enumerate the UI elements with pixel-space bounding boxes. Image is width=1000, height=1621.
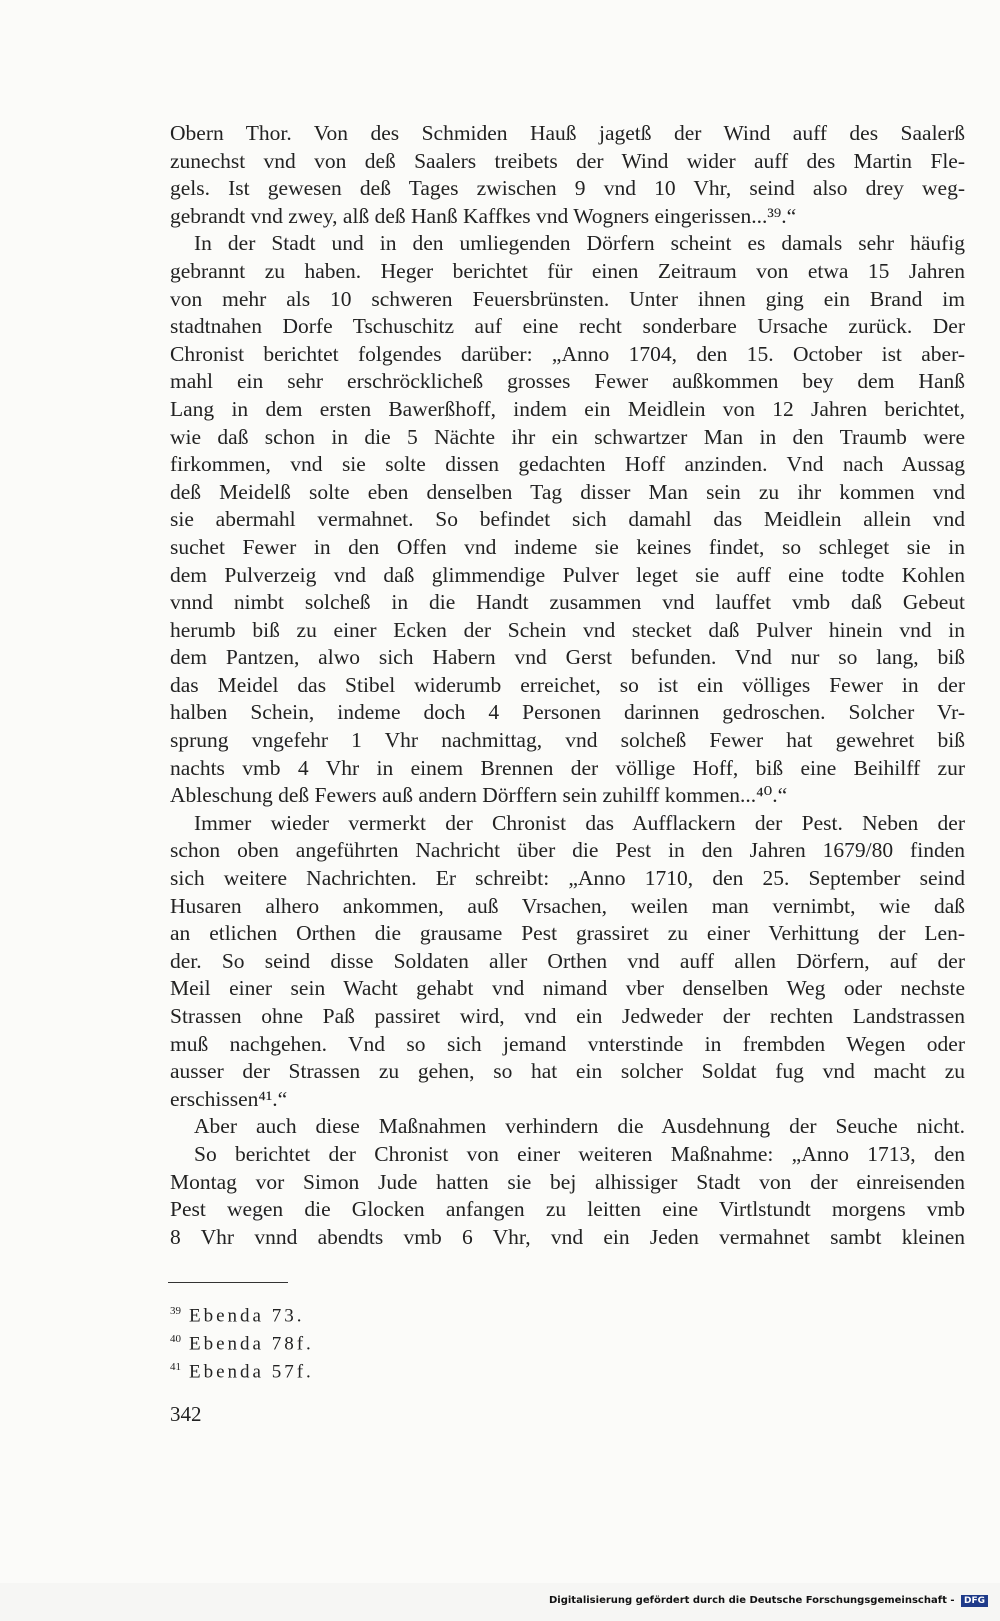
footnote-divider — [168, 1282, 288, 1283]
footnote-text: Ebenda 78f. — [189, 1333, 314, 1355]
footnotes — [170, 1300, 314, 1383]
footnote — [170, 1356, 314, 1384]
text-line: zunechst vnd von deß Saalers treibets der Wind wider auff des Martin Fle- — [170, 148, 965, 173]
text-line: dem Pulverzeig vnd daß glimmendige Pulver leget sie auff eine todte Kohlen — [170, 562, 965, 587]
text-line: herumb biß zu einer Ecken der Schein vnd stecket daß Pulver hinein vnd in — [170, 617, 965, 642]
text-line: Montag vor Simon Jude hatten sie bej alhissiger Stadt von der einreisenden — [170, 1169, 965, 1194]
text-line: Ableschung deß Fewers auß andern Dörffern sein zuhilff kommen...⁴⁰.“ — [170, 783, 788, 808]
text-line: vnnd nimbt solcheß in die Handt zusammen vnd lauffet vmb daß Gebeut — [170, 590, 965, 615]
text-line: an etlichen Orthen die grausame Pest grassiret zu einer Verhittung der Len- — [170, 921, 965, 946]
text-line: muß nachgehen. Vnd so sich jemand vnterstinde in frembden Wegen oder — [170, 1031, 965, 1056]
text-line: schon oben angeführten Nachricht über die Pest in den Jahren 1679/80 finden — [170, 838, 965, 863]
text-line: halben Schein, indeme doch 4 Personen darinnen gedroschen. Solcher Vr- — [170, 700, 965, 725]
text-line: Meil einer sein Wacht gehabt vnd nimand vber denselben Weg oder nechste — [170, 976, 965, 1001]
text-line: ausser der Strassen zu gehen, so hat ein solcher Soldat fug vnd macht zu — [170, 1059, 965, 1084]
text-line: dem Pantzen, alwo sich Habern vnd Gerst befunden. Vnd nur so lang, biß — [170, 645, 965, 670]
text-line: firkommen, vnd sie solte dissen gedachten Hoff anzinden. Vnd nach Aussag — [170, 452, 965, 477]
text-line: Strassen ohne Paß passiret wird, vnd ein Jedweder der rechten Landstrassen — [170, 1004, 965, 1028]
funding-banner — [549, 1595, 988, 1607]
footnote-text: Ebenda 73. — [189, 1305, 305, 1327]
text-line: Husaren alhero ankommen, auß Vrsachen, weilen man vernimbt, wie daß — [170, 893, 965, 918]
text-line: der. So seind disse Soldaten aller Orthen vnd auff allen Dörfern, auf der — [170, 948, 965, 973]
text-line: mahl ein sehr erschröcklicheß grosses Fewer außkommen bey dem Hanß — [170, 369, 965, 394]
text-line: erschissen⁴¹.“ — [170, 1086, 288, 1111]
page-number: 342 — [170, 1402, 202, 1426]
funding-banner-text: Digitalisierung gefördert durch die Deutsche Forschungsgemeinschaft - — [548, 1595, 955, 1606]
text-line: Obern Thor. Von des Schmiden Hauß jagetß der Wind auff des Saalerß — [170, 121, 965, 145]
text-line: stadtnahen Dorfe Tschuschitz auf eine recht sonderbare Ursache zurück. Der — [170, 314, 965, 339]
text-line: nachts vmb 4 Vhr in einem Brennen der völlige Hoff, biß eine Beihilff zur — [170, 755, 965, 780]
text-line: sich weitere Nachrichten. Er schreibt: „Anno 1710, den 25. September seind — [170, 866, 965, 891]
text-line: sie abermahl vermahnet. So befindet sich damahl das Meidlein allein vnd — [170, 507, 965, 532]
footnote-number: 41 — [170, 1360, 181, 1373]
footnote-text: Ebenda 57f. — [189, 1360, 314, 1382]
text-line: Chronist berichtet folgendes darüber: „Anno 1704, den 15. October ist aber- — [170, 341, 965, 366]
text-line: Aber auch diese Maßnahmen verhindern die Ausdehnung der Seuche nicht. — [194, 1114, 965, 1139]
text-line: das Meidel das Stibel widerumb erreichet, so ist ein völliges Fewer in der — [170, 672, 965, 697]
text-line: 8 Vhr vnnd abendts vmb 6 Vhr, vnd ein Jeden vermahnet sambt kleinen — [170, 1224, 965, 1249]
text-line: gebrannt zu haben. Heger berichtet für einen Zeitraum von etwa 15 Jahren — [170, 258, 965, 283]
body-text — [170, 120, 965, 1251]
text-line: deß Meidelß solte eben denselben Tag disser Man sein zu ihr kommen vnd — [170, 479, 965, 504]
text-line: So berichtet der Chronist von einer weiteren Maßnahme: „Anno 1713, den — [194, 1141, 965, 1166]
dfg-logo-icon: DFG — [961, 1595, 988, 1607]
text-line: von mehr als 10 schweren Feuersbrünsten. Unter ihnen ging ein Brand im — [170, 286, 965, 311]
text-line: Lang in dem ersten Bawerßhoff, indem ein Meidlein von 12 Jahren berichtet, — [170, 396, 965, 421]
text-line: sprung vngefehr 1 Vhr nachmittag, vnd solcheß Fewer hat gewehret biß — [170, 728, 965, 753]
text-line: gebrandt vnd zwey, alß deß Hanß Kaffkes vnd Wogners eingerissen...³⁹.“ — [170, 203, 797, 228]
text-line: In der Stadt und in den umliegenden Dörfern scheint es damals sehr häufig — [194, 231, 965, 256]
text-line: Immer wieder vermerkt der Chronist das Aufflackern der Pest. Neben der — [194, 810, 965, 835]
footnote — [170, 1328, 314, 1356]
footnote — [170, 1300, 314, 1328]
text-line: Pest wegen die Glocken anfangen zu leitten eine Virtlstundt morgens vmb — [170, 1197, 965, 1222]
footnote-number: 39 — [170, 1305, 181, 1317]
text-line: wie daß schon in die 5 Nächte ihr ein schwartzer Man in den Traumb were — [170, 424, 965, 449]
footnote-number: 40 — [170, 1332, 181, 1345]
text-line: gels. Ist gewesen deß Tages zwischen 9 vnd 10 Vhr, seind also drey weg- — [170, 176, 965, 201]
text-line: suchet Fewer in den Offen vnd indeme sie keines findet, so schleget sie in — [170, 534, 965, 559]
